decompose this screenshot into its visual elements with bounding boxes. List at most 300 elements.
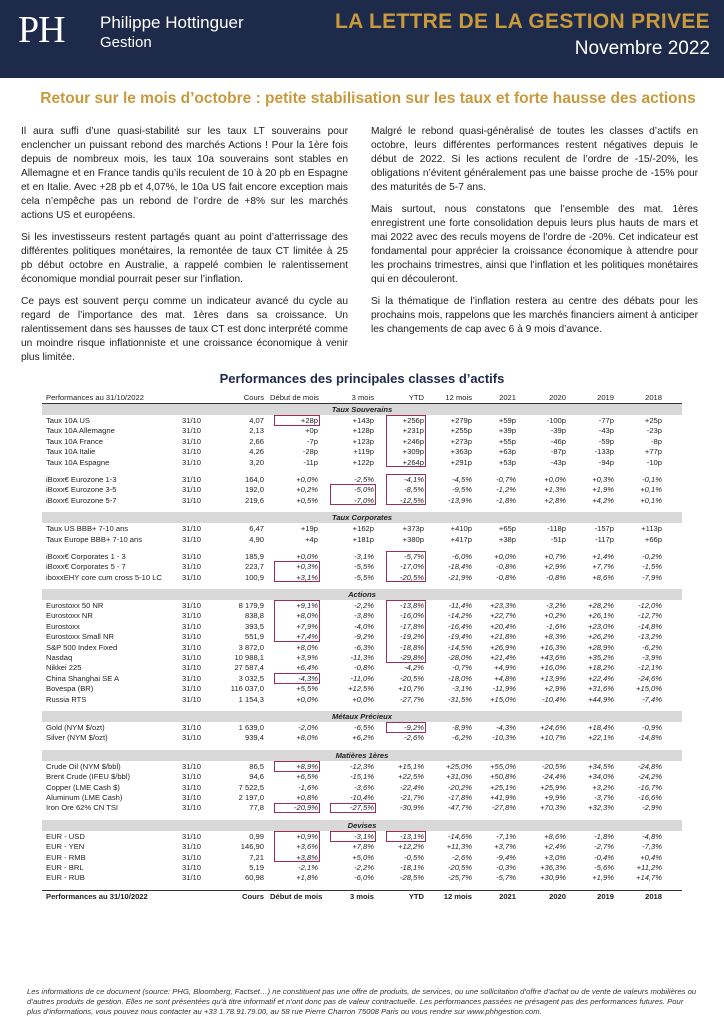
cell-label: EUR - BRL (46, 862, 84, 872)
cell-y2019: +26,1% (588, 611, 614, 621)
cell-label: EUR - USD (46, 831, 85, 841)
cell-12-mois: +291p (450, 457, 472, 467)
cell-label: iBoxx€ Corporates 1 - 3 (46, 551, 126, 561)
table-row (42, 722, 682, 732)
cell-12-mois: -18,4% (447, 562, 472, 572)
cell-y2018: +0,4% (640, 852, 662, 862)
cell-ytd: +256p (402, 416, 424, 425)
cell-date: 31/10 (182, 653, 202, 663)
cell-y2019: +22,1% (588, 733, 614, 743)
cell-label: Russia RTS (46, 694, 87, 704)
cell-cours: 2,13 (249, 426, 264, 436)
cell-3-mois: +162p (352, 524, 374, 534)
cell-y2020: +43,6% (540, 653, 566, 663)
column-header-y2021: 2021 (499, 393, 516, 402)
cell-3-mois: +5,0% (352, 852, 374, 862)
cell-y2019: +22,4% (588, 673, 614, 683)
column-header-12-mois: 12 mois (445, 393, 472, 402)
cell-12-mois: -3,1% (452, 684, 472, 694)
cell-y2020: +16,3% (540, 642, 566, 652)
table-row (42, 683, 682, 693)
cell-3-mois: +7,8% (352, 842, 374, 852)
cell-debut-mois: +28p (300, 416, 318, 425)
cell-date: 31/10 (182, 663, 202, 673)
cell-y2020: +70,3% (540, 803, 566, 813)
cell-ytd: -9,2% (404, 722, 424, 732)
cell-ytd: +231p (402, 426, 424, 436)
cell-y2018: +66p (644, 534, 662, 544)
cell-12-mois: +25,0% (446, 761, 472, 771)
cell-ytd: -21,7% (399, 792, 424, 802)
cell-cours: 3 032,5 (238, 673, 264, 683)
table-row (42, 425, 682, 435)
cell-3-mois: -5,0% (354, 485, 374, 495)
cell-y2021: +53p (498, 457, 516, 467)
cell-debut-mois: -2,1% (298, 862, 318, 872)
cell-label: Taux 10A Espagne (46, 457, 110, 467)
cell-y2020: -39p (550, 426, 566, 436)
cell-ytd: +22,5% (398, 772, 424, 782)
cell-3-mois: +128p (352, 426, 374, 436)
cell-cours: 3 872,0 (238, 642, 264, 652)
cell-y2018: -24,2% (637, 772, 662, 782)
cell-y2018: -4,8% (642, 831, 662, 841)
cell-label: Eurostoxx 50 NR (46, 601, 104, 611)
cell-y2018: -1,5% (642, 562, 662, 572)
table-row (42, 662, 682, 672)
cell-12-mois: -6,2% (452, 733, 472, 743)
paragraph: Si la thématique de l’inflation restera au centre des débats pour les prochains mois, rappelons que les marchés financiers aiment à anticiper les changements de cap avec 6 à 9 mois d’avance. (371, 296, 698, 335)
cell-y2018: -7,4% (642, 694, 662, 704)
cell-y2021: +3,7% (494, 842, 516, 852)
cell-debut-mois: +19p (300, 524, 318, 534)
cell-12-mois: -28,0% (447, 653, 472, 663)
cell-cours: 1 154,3 (238, 694, 264, 704)
table-title: Performances des principales classes d’actifs (219, 371, 505, 386)
cell-date: 31/10 (182, 447, 202, 457)
cell-y2018: -2,9% (642, 803, 662, 813)
cell-y2021: +23,3% (490, 601, 516, 611)
cell-label: Nikkei 225 (46, 663, 82, 673)
cell-y2018: +25p (644, 416, 662, 425)
section-spacer (42, 743, 682, 750)
column-header-3-mois: 3 mois (349, 891, 374, 901)
cell-label: Taux Europe BBB+ 7-10 ans (46, 534, 143, 544)
cell-3-mois: -9,2% (354, 632, 374, 642)
cell-ytd: -17,0% (399, 562, 424, 572)
cell-label: EUR - RUB (46, 873, 85, 883)
cell-y2019: -77p (598, 416, 614, 425)
article-headline: Retour sur le mois d’octobre : petite stabilisation sur les taux et forte hausse des actions (40, 90, 696, 107)
cell-cours: 838,8 (244, 611, 264, 621)
cell-y2021: -0,8% (496, 572, 516, 582)
section-spacer (42, 505, 682, 512)
cell-date: 31/10 (182, 782, 202, 792)
cell-y2020: -100p (546, 416, 566, 425)
cell-y2020: -118p (547, 524, 566, 534)
company-name: Philippe Hottinguer (100, 13, 244, 32)
cell-debut-mois: +0p (305, 426, 318, 436)
cell-ytd: -19,2% (399, 632, 424, 642)
cell-label: Copper (LME Cash $) (46, 782, 120, 792)
column-header-label: Performances au 31/10/2022 (46, 393, 144, 402)
cell-date: 31/10 (182, 761, 202, 771)
cell-debut-mois: +0,8% (296, 792, 318, 802)
cell-cours: 27 587,4 (234, 663, 264, 673)
cell-cours: 223,7 (244, 562, 264, 572)
cell-3-mois: -5,5% (354, 572, 374, 582)
cell-debut-mois: +3,6% (296, 842, 318, 852)
cell-label: Eurostoxx NR (46, 611, 93, 621)
cell-debut-mois: +7,9% (296, 621, 318, 631)
table-row (42, 852, 682, 862)
cell-debut-mois: +7,4% (296, 632, 318, 642)
cell-label: iBoxx€ Eurozone 3-5 (46, 485, 117, 495)
cell-12-mois: +273p (450, 436, 472, 446)
cell-debut-mois: +8,0% (296, 733, 318, 743)
cell-y2018: -0,2% (642, 551, 662, 561)
cell-y2018: -0,1% (642, 474, 662, 484)
cell-label: Eurostoxx (46, 621, 80, 631)
cell-y2020: -24,4% (541, 772, 566, 782)
cell-y2020: +30,9% (540, 873, 566, 883)
cell-3-mois: -11,0% (350, 673, 374, 683)
cell-ytd: +15,1% (398, 761, 424, 771)
cell-y2021: -0,8% (496, 562, 516, 572)
cell-y2019: +1,9% (592, 873, 614, 883)
cell-date: 31/10 (182, 772, 202, 782)
section-header: Taux Corporates (42, 512, 682, 523)
section-header: Actions (42, 589, 682, 600)
cell-y2018: +14,7% (636, 873, 662, 883)
cell-y2021: -4,3% (496, 722, 516, 732)
table-row (42, 551, 682, 561)
cell-3-mois: -3,1% (354, 551, 374, 561)
cell-3-mois: -5,5% (354, 562, 374, 572)
cell-ytd: -29,8% (399, 653, 424, 663)
cell-date: 31/10 (182, 642, 202, 652)
cell-ytd: -20,5% (399, 572, 424, 582)
section-header: Devises (42, 820, 682, 831)
cell-label: iBoxx€ Eurozone 1-3 (46, 474, 117, 484)
cell-12-mois: +363p (450, 447, 472, 457)
cell-y2020: -43p (550, 457, 566, 467)
cell-label: EUR - RMB (46, 852, 86, 862)
cell-ytd: -13,1% (399, 831, 424, 841)
column-header-y2021: 2021 (499, 891, 516, 901)
cell-y2021: -1,8% (496, 495, 516, 505)
cell-12-mois: -25,7% (447, 873, 472, 883)
cell-ytd: -4,2% (404, 663, 424, 673)
table-row (42, 631, 682, 641)
cell-y2021: +50,8% (490, 772, 516, 782)
group-spacer (42, 544, 682, 551)
table-row (42, 621, 682, 631)
cell-y2021: -9,4% (496, 852, 516, 862)
table-row (42, 771, 682, 781)
cell-12-mois: +279p (450, 416, 472, 425)
cell-cours: 60,98 (244, 873, 264, 883)
cell-date: 31/10 (182, 673, 202, 683)
cell-date: 31/10 (182, 524, 202, 534)
column-header-ytd: YTD (408, 393, 424, 402)
cell-debut-mois: +5,5% (296, 684, 318, 694)
cell-12-mois: -14,5% (447, 642, 472, 652)
cell-12-mois: +255p (450, 426, 472, 436)
cell-label: China Shanghai SE A (46, 673, 120, 683)
cell-12-mois: -21,9% (447, 572, 472, 582)
cell-y2018: -16,6% (637, 792, 662, 802)
cell-ytd: -17,8% (399, 621, 424, 631)
cell-12-mois: -16,4% (447, 621, 472, 631)
table-row (42, 694, 682, 704)
cell-12-mois: -17,8% (447, 792, 472, 802)
cell-y2019: +3,2% (592, 782, 614, 792)
table-row (42, 792, 682, 802)
cell-cours: 116 037,0 (230, 684, 264, 694)
section-spacer (42, 582, 682, 589)
table-row (42, 802, 682, 812)
column-header-3-mois: 3 mois (351, 393, 374, 402)
cell-date: 31/10 (182, 733, 202, 743)
cell-y2018: -16,7% (637, 782, 662, 792)
cell-y2020: -51p (550, 534, 566, 544)
cell-cours: 86,5 (249, 761, 264, 771)
cell-y2021: -1,2% (496, 485, 516, 495)
cell-y2020: +2,4% (544, 842, 566, 852)
cell-3-mois: -3,1% (354, 831, 374, 841)
cell-3-mois: +122p (352, 457, 374, 467)
cell-3-mois: -6,0% (354, 873, 374, 883)
cell-3-mois: +119p (353, 447, 374, 457)
cell-y2018: -12,1% (637, 663, 662, 673)
cell-y2020: +16,0% (540, 663, 566, 673)
cell-12-mois: -47,7% (447, 803, 472, 813)
table-row (42, 600, 682, 610)
cell-y2018: -10p (646, 457, 662, 467)
cell-date: 31/10 (182, 416, 202, 425)
cell-y2018: -13,2% (637, 632, 662, 642)
column-header-12-mois: 12 mois (443, 891, 472, 901)
body-left-column (21, 125, 348, 373)
cell-y2021: +41,9% (490, 792, 516, 802)
cell-ytd: -28,5% (399, 873, 424, 883)
cell-ytd: -4,1% (404, 474, 424, 484)
cell-y2020: +0,0% (544, 474, 566, 484)
cell-cours: 2,66 (249, 436, 264, 446)
cell-cours: 185,9 (244, 551, 264, 561)
cell-y2018: -0,9% (642, 722, 662, 732)
cell-y2019: +0,3% (592, 474, 614, 484)
cell-12-mois: -0,7% (452, 663, 472, 673)
cell-cours: 2 197,0 (238, 792, 264, 802)
cell-debut-mois: +8,0% (296, 642, 318, 652)
column-header-debut-mois: Début de mois (270, 393, 319, 402)
cell-y2019: -0,4% (594, 852, 614, 862)
cell-y2018: -12,0% (637, 601, 662, 611)
cell-ytd: -8,5% (404, 485, 424, 495)
paragraph: Mais surtout, nous constatons que l’ensemble des mat. 1ères enregistrent une forte consolidation depuis leurs plus hauts de mars et mai 2022 avec des reculs moyens de l’ordre de -20%. Cet indicateur est fondamental pour apprécier la croissance économique à attendre pour les prochains trimestres, ainsi que l’inflation et les politiques monétaires qui en découleront. (371, 204, 698, 285)
cell-y2018: -14,8% (637, 621, 662, 631)
paragraph: Il aura suffi d’une quasi-stabilité sur les taux LT souverains pour enclencher un puissant rebond des marchés Actions ! Pour la 1ère fois depuis de nombreux mois, les taux 10a souverains sont stables en Allemagne et en France tandis qu’ils reculent de 10 à 20 pb en Espagne et en Italie. Avec +28 pb et 4,07%, le 10a US fait encore exception mais cela n’empêche pas un rebond de l’ordre de +8% sur les marchés actions US et européens. (21, 126, 348, 221)
section-header: Matières 1ères (42, 750, 682, 761)
table-row (42, 610, 682, 620)
cell-label: Silver (NYM $/ozt) (46, 733, 108, 743)
table-footer-row (42, 890, 682, 903)
table-row (42, 642, 682, 652)
cell-y2019: +31,6% (588, 684, 614, 694)
cell-debut-mois: -4,3% (298, 673, 318, 683)
cell-3-mois: -0,8% (354, 663, 374, 673)
cell-y2019: -133p (594, 447, 614, 457)
cell-y2018: +0,1% (640, 485, 662, 495)
table-row (42, 415, 682, 425)
table-header-row (42, 392, 682, 404)
cell-y2021: +39p (498, 426, 516, 436)
cell-cours: 939,4 (244, 733, 264, 743)
cell-cours: 77,8 (249, 803, 264, 813)
cell-3-mois: -10,4% (349, 792, 374, 802)
cell-y2020: +1,3% (544, 485, 566, 495)
cell-y2021: -27,8% (491, 803, 516, 813)
cell-y2020: +2,8% (544, 495, 566, 505)
cell-ytd: -0,5% (404, 852, 424, 862)
cell-y2021: -5,7% (496, 873, 516, 883)
cell-y2019: +34,5% (588, 761, 614, 771)
cell-debut-mois: +3,8% (296, 852, 318, 862)
cell-y2020: +8,6% (544, 831, 566, 841)
cell-y2021: +26,9% (490, 642, 516, 652)
cell-date: 31/10 (182, 852, 202, 862)
cell-cours: 0,99 (249, 831, 264, 841)
cell-12-mois: +11,3% (446, 842, 472, 852)
cell-cours: 100,9 (244, 572, 264, 582)
cell-ytd: +12,2% (398, 842, 424, 852)
cell-ytd: -12,5% (399, 495, 424, 505)
cell-y2021: -11,9% (492, 684, 516, 694)
cell-y2020: +3,0% (544, 852, 566, 862)
cell-cours: 219,6 (244, 495, 264, 505)
cell-ytd: -18,1% (399, 862, 424, 872)
table-row (42, 457, 682, 467)
table-row (42, 831, 682, 841)
cell-3-mois: -15,1% (349, 772, 374, 782)
cell-cours: 8 179,9 (238, 601, 264, 611)
cell-debut-mois: +0,0% (296, 551, 318, 561)
cell-cours: 5,19 (249, 862, 264, 872)
cell-y2018: -14,8% (637, 733, 662, 743)
cell-12-mois: -31,5% (447, 694, 472, 704)
cell-date: 31/10 (182, 632, 202, 642)
cell-cours: 10 988,1 (234, 653, 264, 663)
cell-y2019: +4,2% (592, 495, 614, 505)
cell-y2018: +15,0% (636, 684, 662, 694)
cell-label: Bovespa (BR) (46, 684, 94, 694)
table-row (42, 484, 682, 494)
cell-cours: 7,21 (249, 852, 264, 862)
cell-12-mois: -8,9% (452, 722, 472, 732)
cell-label: Crude Oil (NYM $/bbl) (46, 761, 121, 771)
cell-y2020: +8,3% (544, 632, 566, 642)
cell-y2018: +11,2% (636, 862, 662, 872)
paragraph: Si les investisseurs restent partagés quant au point d’atterrissage des différentes politiques monétaires, la remontée de taux CT limitée à 25 pb début octobre en Australie, a rappelé combien le ralentissement économique mondial pourrait peser sur l’inflation. (21, 232, 348, 285)
cell-y2019: +35,2% (588, 653, 614, 663)
cell-date: 31/10 (182, 611, 202, 621)
cell-y2021: +4,9% (494, 663, 516, 673)
cell-y2021: +21,8% (490, 632, 516, 642)
cell-y2020: +9,9% (544, 792, 566, 802)
cell-cours: 146,90 (240, 842, 264, 852)
cell-debut-mois: +0,0% (296, 694, 318, 704)
cell-ytd: +380p (402, 534, 424, 544)
cell-3-mois: +12,5% (348, 684, 374, 694)
cell-y2020: +10,7% (540, 733, 566, 743)
cell-cours: 4,90 (249, 534, 264, 544)
cell-y2019: +34,0% (588, 772, 614, 782)
cell-3-mois: +0,0% (352, 694, 374, 704)
cell-y2018: +113p (641, 524, 662, 534)
cell-y2021: +0,0% (494, 551, 516, 561)
cell-debut-mois: +8,0% (296, 611, 318, 621)
cell-y2021: +20,4% (490, 621, 516, 631)
cell-y2021: +55,0% (490, 761, 516, 771)
cell-3-mois: +143p (352, 416, 374, 425)
cell-y2018: +77p (644, 447, 662, 457)
company-subtitle: Gestion (100, 34, 152, 51)
cell-y2019: +8,6% (592, 572, 614, 582)
cell-debut-mois: -7p (307, 436, 318, 446)
cell-ytd: -20,5% (399, 673, 424, 683)
cell-3-mois: -12,3% (349, 761, 374, 771)
cell-12-mois: -2,6% (452, 852, 472, 862)
cell-3-mois: -2,2% (354, 601, 374, 611)
cell-cours: 7 522,5 (238, 782, 264, 792)
cell-ytd: +309p (402, 447, 424, 457)
cell-y2019: -3,7% (594, 792, 614, 802)
cell-ytd: -27,7% (399, 694, 424, 704)
cell-ytd: +10,7% (398, 684, 424, 694)
table-row (42, 495, 682, 505)
column-header-debut-mois: Début de mois (270, 891, 323, 901)
cell-y2020: -46p (550, 436, 566, 446)
letter-header (0, 0, 724, 78)
cell-y2019: +1,9% (592, 485, 614, 495)
table-row (42, 673, 682, 683)
cell-cours: 551,9 (244, 632, 264, 642)
cell-12-mois: -18,0% (447, 673, 472, 683)
cell-y2021: +38p (498, 534, 516, 544)
cell-12-mois: +417p (450, 534, 472, 544)
column-header-y2020: 2020 (549, 393, 566, 402)
letter-date: Novembre 2022 (574, 38, 710, 59)
column-header-y2020: 2020 (549, 891, 566, 901)
cell-debut-mois: -28p (302, 447, 318, 457)
column-header-ytd: YTD (408, 891, 424, 901)
paragraph: Malgré le rebond quasi-généralisé de toutes les classes d’actifs en octobre, leurs différentes performances restent négatives depuis le début de 2022. Si les actions reculent de l’ordre de -15/-20%, les obligations n’évitent généralement pas une baisse proche de -15% pour des maturités de 5-7 ans. (371, 126, 698, 193)
cell-y2018: -24,6% (637, 673, 662, 683)
cell-label: Aluminum (LME Cash) (46, 792, 123, 802)
cell-date: 31/10 (182, 562, 202, 572)
cell-3-mois: -7,0% (354, 495, 374, 505)
table-row (42, 841, 682, 851)
cell-date: 31/10 (182, 534, 202, 544)
cell-y2021: +65p (498, 524, 516, 534)
cell-y2021: +63p (498, 447, 516, 457)
cell-3-mois: +181p (352, 534, 374, 544)
cell-label: iboxxEHY core cum cross 5-10 LC (46, 572, 162, 582)
cell-y2020: +24,6% (540, 722, 566, 732)
cell-debut-mois: +6,5% (296, 772, 318, 782)
